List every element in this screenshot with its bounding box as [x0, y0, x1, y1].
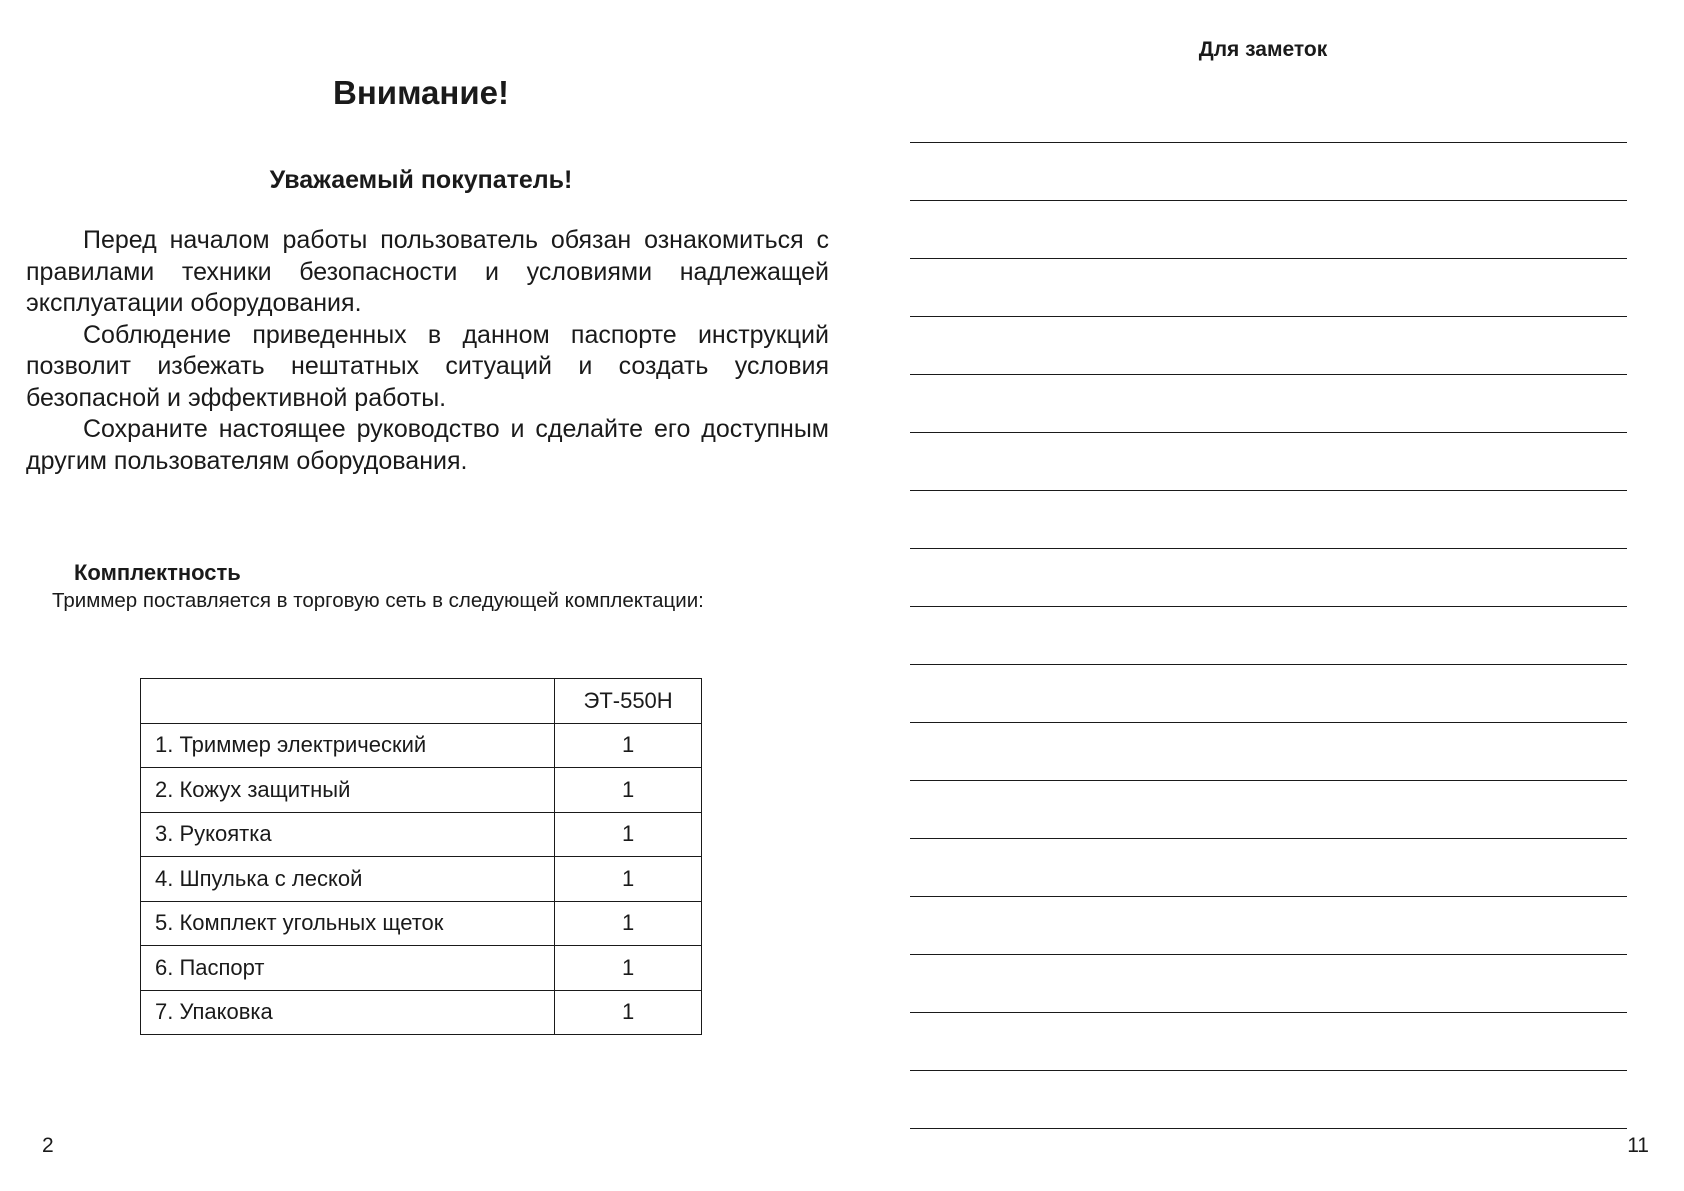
table-row: [141, 768, 702, 813]
note-line: [910, 548, 1627, 549]
note-line: [910, 780, 1627, 781]
item-name-cell: 7. Упаковка: [141, 990, 555, 1035]
item-qty-cell: 1: [555, 812, 702, 857]
item-name-cell: 2. Кожух защитный: [141, 768, 555, 813]
page-number-left: 2: [42, 1134, 54, 1157]
note-line: [910, 954, 1627, 955]
item-qty-cell: 1: [555, 768, 702, 813]
note-line: [910, 896, 1627, 897]
model-header-cell: ЭТ-550Н: [555, 679, 702, 724]
note-line: [910, 1070, 1627, 1071]
item-qty-cell: 1: [555, 990, 702, 1035]
table-row: [141, 812, 702, 857]
attention-title: Внимание!: [333, 74, 509, 111]
note-line: [910, 374, 1627, 375]
table-row: [141, 990, 702, 1035]
contents-heading: Комплектность: [74, 560, 241, 585]
item-name-cell: 6. Паспорт: [141, 946, 555, 991]
note-line: [910, 490, 1627, 491]
contents-description: Триммер поставляется в торговую сеть в следующей комплектации:: [52, 589, 704, 612]
note-line: [910, 1128, 1627, 1129]
greeting-heading: Уважаемый покупатель!: [269, 166, 573, 194]
note-line: [910, 1012, 1627, 1013]
item-qty-cell: 1: [555, 857, 702, 902]
kit-table: [140, 678, 702, 1035]
item-qty-cell: 1: [555, 946, 702, 991]
table-header-row: [141, 679, 702, 724]
intro-paragraph: Перед началом работы пользователь обязан ознакомиться с правилами техники безопасности и условиями надлежащей эксплуатации оборудования.: [26, 226, 829, 317]
note-line: [910, 722, 1627, 723]
item-qty-cell: 1: [555, 901, 702, 946]
intro-paragraph: Сохраните настоящее руководство и сделайте его доступным другим пользователям оборудования.: [26, 415, 829, 475]
table-row: [141, 857, 702, 902]
item-name-cell: 3. Рукоятка: [141, 812, 555, 857]
item-name-cell: 1. Триммер электрический: [141, 723, 555, 768]
note-line: [910, 606, 1627, 607]
table-row: [141, 723, 702, 768]
item-name-cell: 4. Шпулька с леской: [141, 857, 555, 902]
intro-text: [26, 225, 829, 477]
note-line: [910, 258, 1627, 259]
note-line: [910, 200, 1627, 201]
note-line: [910, 142, 1627, 143]
note-line: [910, 432, 1627, 433]
table-row: [141, 946, 702, 991]
notes-title: Для заметок: [1198, 38, 1328, 61]
item-qty-cell: 1: [555, 723, 702, 768]
intro-paragraph: Соблюдение приведенных в данном паспорте инструкций позволит избежать нештатных ситуаций и создать условия безопасной и эффективной работы.: [26, 320, 829, 412]
table-row: [141, 901, 702, 946]
page-number-right: 11: [1627, 1134, 1649, 1157]
right-page: [842, 0, 1684, 1191]
note-line: [910, 664, 1627, 665]
note-line: [910, 838, 1627, 839]
table-header-cell: [141, 679, 555, 724]
item-name-cell: 5. Комплект угольных щеток: [141, 901, 555, 946]
note-line: [910, 316, 1627, 317]
